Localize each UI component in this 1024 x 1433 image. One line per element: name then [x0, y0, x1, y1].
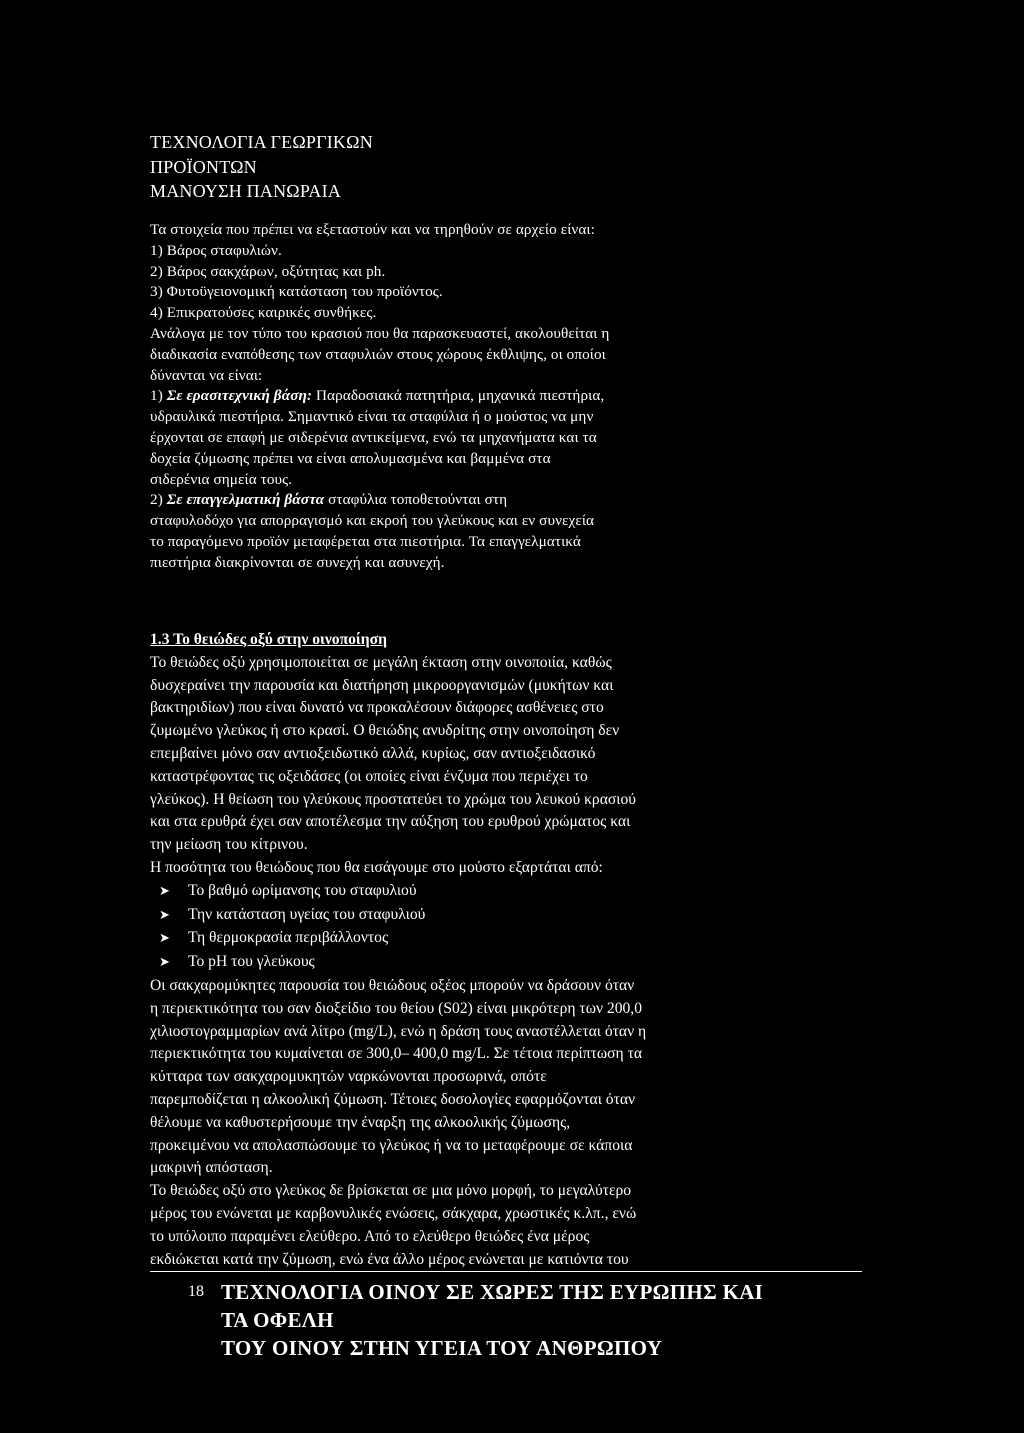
section-text-line: ζυμωμένο γλεύκος ή στο κρασί. Ο θειώδης ανυδρίτης στην οινοποίηση δεν: [150, 722, 620, 740]
header-line-2: ΠΡΟΪΟΝΤΩΝ: [150, 156, 257, 177]
bullet-item: [150, 880, 790, 904]
amateur-pressing-line: [150, 386, 790, 407]
bullet-item: [150, 904, 790, 928]
pressing-text-line: διαδικασία εναπόθεσης των σταφυλιών στους χώρους έκθλιψης, οι οποίοι: [150, 345, 606, 363]
amateur-prefix: 1): [150, 387, 167, 405]
pro-rest: σταφύλια τοποθετούνται στη: [324, 491, 508, 509]
pro-text-line: σταφυλοδόχο για απορραγισμό και εκροή του γλεύκους και εν συνεχεία: [150, 512, 595, 530]
amateur-text-line: υδραυλικά πιεστήρια. Σημαντικό είναι τα σταφύλια ή ο μούστος να μην: [150, 408, 594, 426]
section-text-line: το υπόλοιπο παραμένει ελεύθερο. Από το ελεύθερο θειώδες ένα μέρος: [150, 1227, 590, 1245]
footer-title-line-1: ΤΕΧΝΟΛΟΓΙΑ ΟΙΝΟΥ ΣΕ ΧΩΡΕΣ ΤΗΣ ΕΥΡΩΠΗΣ ΚΑΙ: [221, 1280, 764, 1304]
footer-title-line-3: ΤΟΥ ΟΙΝΟΥ ΣΤΗΝ ΥΓΕΙΑ ΤΟΥ ΑΝΘΡΩΠΟΥ: [221, 1336, 663, 1360]
section-text-line: Το θειώδες οξύ χρησιμοποιείται σε μεγάλη έκταση στην οινοποιία, καθώς: [150, 653, 612, 671]
document-header: [150, 130, 790, 204]
last-line-underlined: εκδιώκεται κατά την ζύμωση, ενώ ένα άλλο μέρος ενώνεται με κατιόντα του: [150, 1249, 862, 1273]
section-text-line: δυσχεραίνει την παρουσία και διατήρηση μικροοργανισμών (μυκήτων και: [150, 676, 614, 694]
section-text-line: καταστρέφοντας τις οξειδάσες (οι οποίες είναι ένζυμα που περιέχει το: [150, 767, 588, 785]
bullet-item: [150, 951, 790, 975]
pressing-text-line: δύνανται να είναι:: [150, 366, 263, 384]
section-text-line: παρεμποδίζεται η αλκοολική ζύμωση. Τέτοιες δοσολογίες εφαρμόζονται όταν: [150, 1090, 636, 1108]
amateur-text-line: σιδερένια σημεία τους.: [150, 470, 293, 488]
section-title: 1.3 Το θειώδες οξύ στην οινοποίηση: [150, 631, 387, 648]
section-text-line: κύτταρα των σακχαρομυκητών ναρκώνονται προσωρινά, οπότε: [150, 1068, 547, 1086]
intro-item: 2) Βάρος σακχάρων, οξύτητας και ph.: [150, 262, 386, 280]
section-text-line: βακτηριδίων) που είναι δυνατό να προκαλέσουν διάφορες ασθένειες στο: [150, 699, 604, 717]
amateur-text-line: δοχεία ζύμωσης πρέπει να είναι απολυμασμένα και βαμμένα στα: [150, 449, 551, 467]
section-text-line: μακρινή απόσταση.: [150, 1159, 273, 1177]
intro-item: 1) Βάρος σταφυλιών.: [150, 241, 282, 259]
section-text-line: την μείωση του κίτρινου.: [150, 836, 308, 854]
intro-item: 3) Φυτοϋγειονομική κατάσταση του προϊόντος.: [150, 283, 443, 301]
section-text-line: και στα ερυθρά έχει σαν αποτέλεσμα την αύξηση του ερυθρού χρώματος και: [150, 813, 631, 831]
page-number: 18: [188, 1283, 204, 1300]
bullet-item: [150, 927, 790, 951]
pro-prefix: 2): [150, 491, 167, 509]
arrowhead-bullet-icon: ➤: [159, 883, 170, 899]
bullet-text: Το βαθμό ωρίμανσης του σταφυλιού: [188, 881, 417, 899]
sulfurous-acid-section: [150, 629, 790, 1272]
section-text-line: Το θειώδες οξύ στο γλεύκος δε βρίσκεται σε μια μόνο μορφή, το μεγαλύτερο: [150, 1182, 632, 1200]
section-text-line: Οι σακχαρομύκητες παρουσία του θειώδους οξέος μπορούν να δράσουν όταν: [150, 976, 635, 994]
bullet-text: Την κατάσταση υγείας του σταφυλιού: [188, 905, 426, 923]
arrowhead-bullet-icon: ➤: [159, 907, 170, 923]
footer-title-line-2: ΤΑ ΟΦΕΛΗ: [221, 1308, 334, 1332]
header-line-1: ΤΕΧΝΟΛΟΓΙΑ ΓΕΩΡΓΙΚΩΝ: [150, 132, 373, 152]
depends-lead: Η ποσότητα του θειώδους που θα εισάγουμε στο μούστο εξαρτάται από:: [150, 858, 603, 876]
section-text-line: προκειμένου να απολασπώσουμε το γλεύκος ή να το μεταφέρουμε σε κάποια: [150, 1136, 633, 1154]
arrowhead-bullet-icon: ➤: [159, 955, 170, 971]
pressing-text-line: Ανάλογα με τον τύπο του κρασιού που θα παρασκευαστεί, ακολουθείται η: [150, 324, 610, 342]
intro-and-pressing-section: [150, 220, 790, 574]
footer-title: [221, 1278, 763, 1362]
section-text-line: μέρος του ενώνεται με καρβονυλικές ενώσεις, σάκχαρα, χρωστικές κ.λπ., ενώ: [150, 1204, 637, 1222]
section-last-line: [150, 1249, 790, 1273]
section-text-line: περιεκτικότητα του κυμαίνεται σε 300,0– 400,0 mg/L. Σε τέτοια περίπτωση τα: [150, 1045, 643, 1063]
header-author: ΜΑΝΟΥΣΗ ΠΑΝΩΡΑΙΑ: [150, 181, 342, 201]
pro-text-line: το παραγόμενο προϊόν μεταφέρεται στα πιεστήρια. Τα επαγγελματικά: [150, 532, 581, 550]
pro-text-line: πιεστήρια διακρίνονται σε συνεχή και ασυνεχή.: [150, 553, 445, 571]
amateur-rest: Παραδοσιακά πατητήρια, μηχανικά πιεστήρια,: [312, 387, 605, 405]
section-text-line: η περιεκτικότητα του σαν διοξείδιο του θείου (S02) είναι μικρότερη των 200,0: [150, 999, 642, 1017]
pro-label: Σε επαγγελματική βάστα: [166, 491, 325, 509]
amateur-text-line: έρχονται σε επαφή με σιδερένια αντικείμενα, ενώ τα μηχανήματα και τα: [150, 428, 597, 446]
professional-pressing-line: [150, 490, 790, 511]
bullet-text: Το pH του γλεύκους: [188, 953, 315, 971]
amateur-label: Σε ερασιτεχνική βάση:: [166, 387, 313, 405]
section-text-line: χιλιοστογραμμαρίων ανά λίτρο (mg/L), ενώ η δράση τους αναστέλλεται όταν η: [150, 1022, 647, 1040]
intro-item: 4) Επικρατούσες καιρικές συνθήκες.: [150, 304, 377, 322]
section-text-line: θέλουμε να καθυστερήσουμε την έναρξη της αλκοολικής ζύμωσης,: [150, 1113, 571, 1131]
bullet-text: Τη θερμοκρασία περιβάλλοντος: [188, 929, 389, 947]
section-text-line: γλεύκος). Η θείωση του γλεύκους προστατεύει το χρώμα του λευκού κρασιού: [150, 790, 637, 808]
intro-lead: Τα στοιχεία που πρέπει να εξεταστούν και να τηρηθούν σε αρχείο είναι:: [150, 221, 595, 238]
arrowhead-bullet-icon: ➤: [159, 931, 170, 947]
section-text-line: επεμβαίνει μόνο σαν αντιοξειδωτικό αλλά, κυρίως, σαν αντιοξειδασικό: [150, 744, 596, 762]
